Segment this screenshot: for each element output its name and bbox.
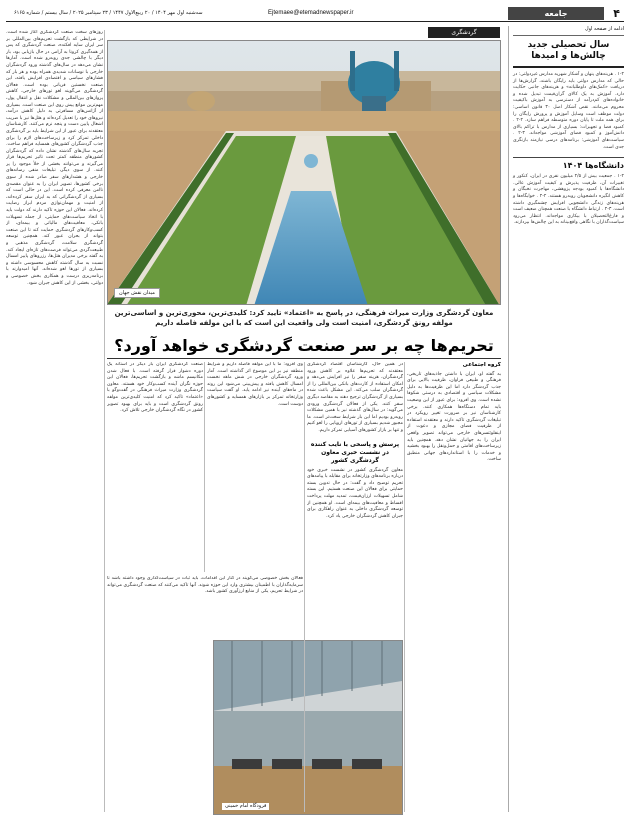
section-label: جامعه (508, 7, 604, 20)
article-column-3: وی افزود: ما با این مولفه فاصله داریم و شرایط منطقه نیز بر این موضوع اثر گذاشته است. آمار ورود گردشگران خارجی در شش ماهه نخست امسال کاهش یافته و پیش‌بینی می‌شود این روند در ماه‌های آینده نیز ادامه یابد. او گفت سیاست وزارتخانه تمرکز بر بازارهای همسایه و کشورهای دوست است. (207, 362, 303, 407)
sidebar-column (508, 26, 624, 812)
article-column-2-text-b: معاون گردشگری کشور در نشست خبری خود درباره برنامه‌های وزارتخانه برای مقابله با پیامدهای تحریم توضیح داد و گفت: در حال تدوین بسته حمایتی برای فعالان این صنعت هستیم. این بسته شامل تسهیلات ارزان‌قیمت، تمدید مهلت پرداخت اقساط و معافیت‌های بیمه‌ای است. او همچنین از توسعه گردشگری داخلی به عنوان راهکاری برای جبران کاهش گردشگران خارجی یاد کرد. (307, 467, 403, 519)
article-byline: گروه اجتماعی (462, 362, 501, 368)
category-tag: گردشگری (428, 27, 500, 38)
airport-photo-caption: فرودگاه امام خمینی (222, 803, 269, 810)
date-line: سه‌شنبه اول مهر ۱۴۰۴ / ۲۰ ربیع‌الاول ۱۴۴۷ / ۲۳ سپتامبر ۲۰۲۵ / سال بیستم / شماره ۶۱۶۵ (14, 10, 203, 16)
article-subheading: پرسش و پاسخی با نایب کننده در نشست خبری معاون گردشگری کشور (310, 440, 400, 464)
airport-photo (213, 640, 403, 815)
main-photo (107, 40, 501, 305)
article-column-1 (407, 362, 501, 812)
airport-illustration (213, 641, 402, 815)
column-divider (304, 362, 305, 812)
article-headline: تحریم‌ها چه بر سر صنعت گردشگری خواهد آورد؟ (114, 336, 494, 355)
sidebar-continued-label: ادامه از صفحه اول (513, 26, 624, 36)
sidebar-subheading: دانشگاه‌ها ۱۴۰۴ (513, 157, 624, 171)
photo-caption: میدان نقش جهان (114, 288, 160, 298)
article-column-1-text: به گفته او، ایران با داشتن جاذبه‌های تاریخی، فرهنگی و طبیعی فراوان، ظرفیت بالایی برای جذب گردشگر دارد اما این ظرفیت‌ها به دلیل مشکلات سیاسی و اقتصادی به درستی شکوفا نشده است. وی افزود: برای عبور از این وضعیت باید تمام دستگاه‌ها همکاری کنند. برخی کارشناسان نیز بر ضرورت تغییر رویکرد در تبلیغات گردشگری تاکید دارند و معتقدند استفاده از ظرفیت فضای مجازی و دعوت از اینفلوئنسرهای خارجی می‌تواند تصویر واقعی ایران را به جهانیان نشان دهد. همچنین باید زیرساخت‌های اقامتی و حمل‌ونقل را بهبود بخشید و خدمات را با استانداردهای جهانی منطبق ساخت. (407, 371, 501, 463)
article-column-bottom: فعالان بخش خصوصی می‌گویند در کنار این اقدامات، باید ثبات در سیاست‌گذاری وجود داشته باشد تا سرمایه‌گذاران با اطمینان بیشتری وارد این حوزه شوند. آنها تاکید می‌کنند که صنعت گردشگری می‌تواند در شرایط تحریم، یکی از منابع ارزآوری کشور باشد. (107, 576, 303, 595)
sidebar-title: سال تحصیلی جدید چالش‌ها و امیدها (527, 40, 610, 61)
article-column-4: صنعت گردشگری ایران بار دیگر در آستانه یک دوره دشوار قرار گرفته است. با فعال شدن مکانیسم ماشه و بازگشت تحریم‌ها، فعالان این حوزه نگران آینده کسب‌وکار خود هستند. معاون گردشگری وزارت میراث فرهنگی در گفت‌وگو با «اعتماد» تاکید کرد که امنیت کلیدی‌ترین مولفه رونق گردشگری است و باید برای بهبود تصویر کشور در نگاه گردشگران خارجی تلاش کرد. (107, 362, 203, 414)
page-header (6, 6, 624, 22)
sidebar-body-2: ۱-۲ . جمعیت بیش از ۲/۵ میلیون نفری در ایران، کنکور و تغییرات آن، ظرفیت پذیرش و کیفیت آموزش عالی. دانشگاه‌ها با کمبود بودجه پژوهشی، مهاجرت نخبگان و کاهش انگیزه دانشجویان روبه‌رو هستند. ۲-۲ . خوابگاه‌ها و هزینه‌های زندگی دانشجویی افزایش چشمگیری داشته است. ۳-۲ . ارتباط دانشگاه با صنعت همچنان ضعیف است و فارغ‌التحصیلان با بیکاری مواجه‌اند. انتظار می‌رود سیاست‌گذاران با نگاهی واقع‌بینانه به این چالش‌ها بپردازند. (513, 174, 624, 226)
headline-rule (107, 358, 501, 359)
column-divider (104, 30, 105, 812)
column-divider (204, 362, 205, 572)
page-number: ۴ (613, 7, 620, 20)
sidebar-body-1: ۱-۲ . هزینه‌های پنهان و آشکار شهریه مدارس غیردولتی: در حالی که مدارس دولتی باید رایگان باشند، گزارش‌ها از دریافت «کمک‌های داوطلبانه» و هزینه‌های جانبی حکایت دارد. آموزش به یک کالای گران‌قیمت تبدیل شده و خانواده‌های کم‌درآمد از دسترسی به آموزش باکیفیت محروم می‌مانند. نقص آشکار اصل ۳۰ قانون اساسی: دولت موظف است وسایل آموزش و پرورش رایگان را برای همه ملت تا پایان دوره متوسطه فراهم سازد. ۲-۲ . کمبود فضا و تجهیزات: بسیاری از مدارس با تراکم بالای دانش‌آموز و کمبود فضای آموزشی مواجه‌اند. ۳-۲ . سیاست‌های آموزشی: برنامه‌های درسی نیازمند بازنگری جدی است. (513, 72, 624, 150)
column-divider (404, 362, 405, 812)
article-column-left: روزهای سخت صنعت گردشگری آغاز شده است. در شرایطی که بازگشت تحریم‌های بین‌المللی بر سر ایران سایه افکنده، صنعت گردشگری که پس از همه‌گیری کرونا به آرامی در حال بازیابی بود، بار دیگر با چالشی جدی روبه‌رو شده است. آمارها نشان می‌دهد در سال‌های گذشته ورود گردشگران خارجی با نوسانات شدیدی همراه بوده و هر بار که فشارهای سیاسی و اقتصادی افزایش یافته، این صنعت نخستین قربانی بوده است. فعالان گردشگری می‌گویند لغو تورهای خارجی، کاهش پروازهای بین‌المللی و مشکلات نقل و انتقال پول، مهم‌ترین موانع پیش روی این صنعت است. بسیاری از آژانس‌های مسافرتی به دلیل کاهش درآمد، نیروهای خود را تعدیل کرده‌اند و هتل‌ها نیز با ضریب اشغال پایین دست و پنجه نرم می‌کنند. کارشناسان معتقدند برای عبور از این شرایط باید بر گردشگری داخلی تمرکز کرد و زیرساخت‌های لازم را برای جذب گردشگران کشورهای همسایه فراهم ساخت. تجربه سال‌های گذشته نشان داده که گردشگران کشورهای منطقه کمتر تحت تاثیر تحریم‌ها قرار می‌گیرند و می‌توانند بخشی از خلأ موجود را پر کنند. از سوی دیگر، تبلیغات منفی رسانه‌های خارجی و هشدارهای سفر صادر شده از سوی برخی کشورها، تصویر ایران را به عنوان مقصدی ناامن معرفی کرده است. این در حالی است که بسیاری از گردشگرانی که به ایران سفر کرده‌اند، از امنیت و مهمان‌نوازی مردم ابراز رضایت کرده‌اند. فعالان این حوزه تاکید دارند که دولت باید با اتخاذ سیاست‌های حمایتی، از جمله تسهیلات بانکی، معافیت‌های مالیاتی و بیمه‌ای، از کسب‌وکارهای گردشگری حمایت کند تا این صنعت بتواند از بحران عبور کند. همچنین توسعه گردشگری سلامت، گردشگری مذهبی و طبیعت‌گردی می‌تواند فرصت‌های تازه‌ای ایجاد کند. به گفته برخی مدیران هتل‌ها، رزروهای پاییز امسال نسبت به سال گذشته کاهش محسوسی داشته و بسیاری از تورها لغو شده‌اند. آنها امیدوارند با برنامه‌ریزی درست و همکاری بخش خصوصی و دولتی، بخشی از این کاهش جبران شود. (6, 30, 103, 286)
naghsh-jahan-illustration (107, 41, 500, 305)
article-column-2-text: در همین حال، کارشناسان اقتصاد گردشگری معتقدند که تحریم‌ها علاوه بر کاهش ورود گردشگران، هزینه سفر را نیز افزایش می‌دهد و امکان استفاده از کارت‌های بانکی بین‌المللی را از گردشگران سلب می‌کند. این مشکل باعث شده بسیاری از گردشگران ترجیح دهند به مقاصد دیگری سفر کنند. یکی از فعالان گردشگری ورودی می‌گوید: در سال‌های گذشته نیز با همین مشکلات روبه‌رو بودیم اما این بار شرایط سخت‌تر است. ما مجبور شدیم بسیاری از تورهای اروپایی را لغو کنیم و تنها بر بازار کشورهای آسیایی تمرکز داریم. (307, 362, 403, 433)
divider (513, 66, 624, 68)
article-lead: معاون گردشگری وزارت میراث فرهنگی، در پاسخ به «اعتماد» تایید کرد: کلیدی‌ترین، محوری‌ترین و اساسی‌ترین مولفه رونق گردشگری، امنیت است ولی واقعیت این است که با این مولفه فاصله داریم (114, 309, 494, 327)
section-email[interactable]: Ejtemaee@etemadnewspaper.ir (268, 10, 354, 16)
